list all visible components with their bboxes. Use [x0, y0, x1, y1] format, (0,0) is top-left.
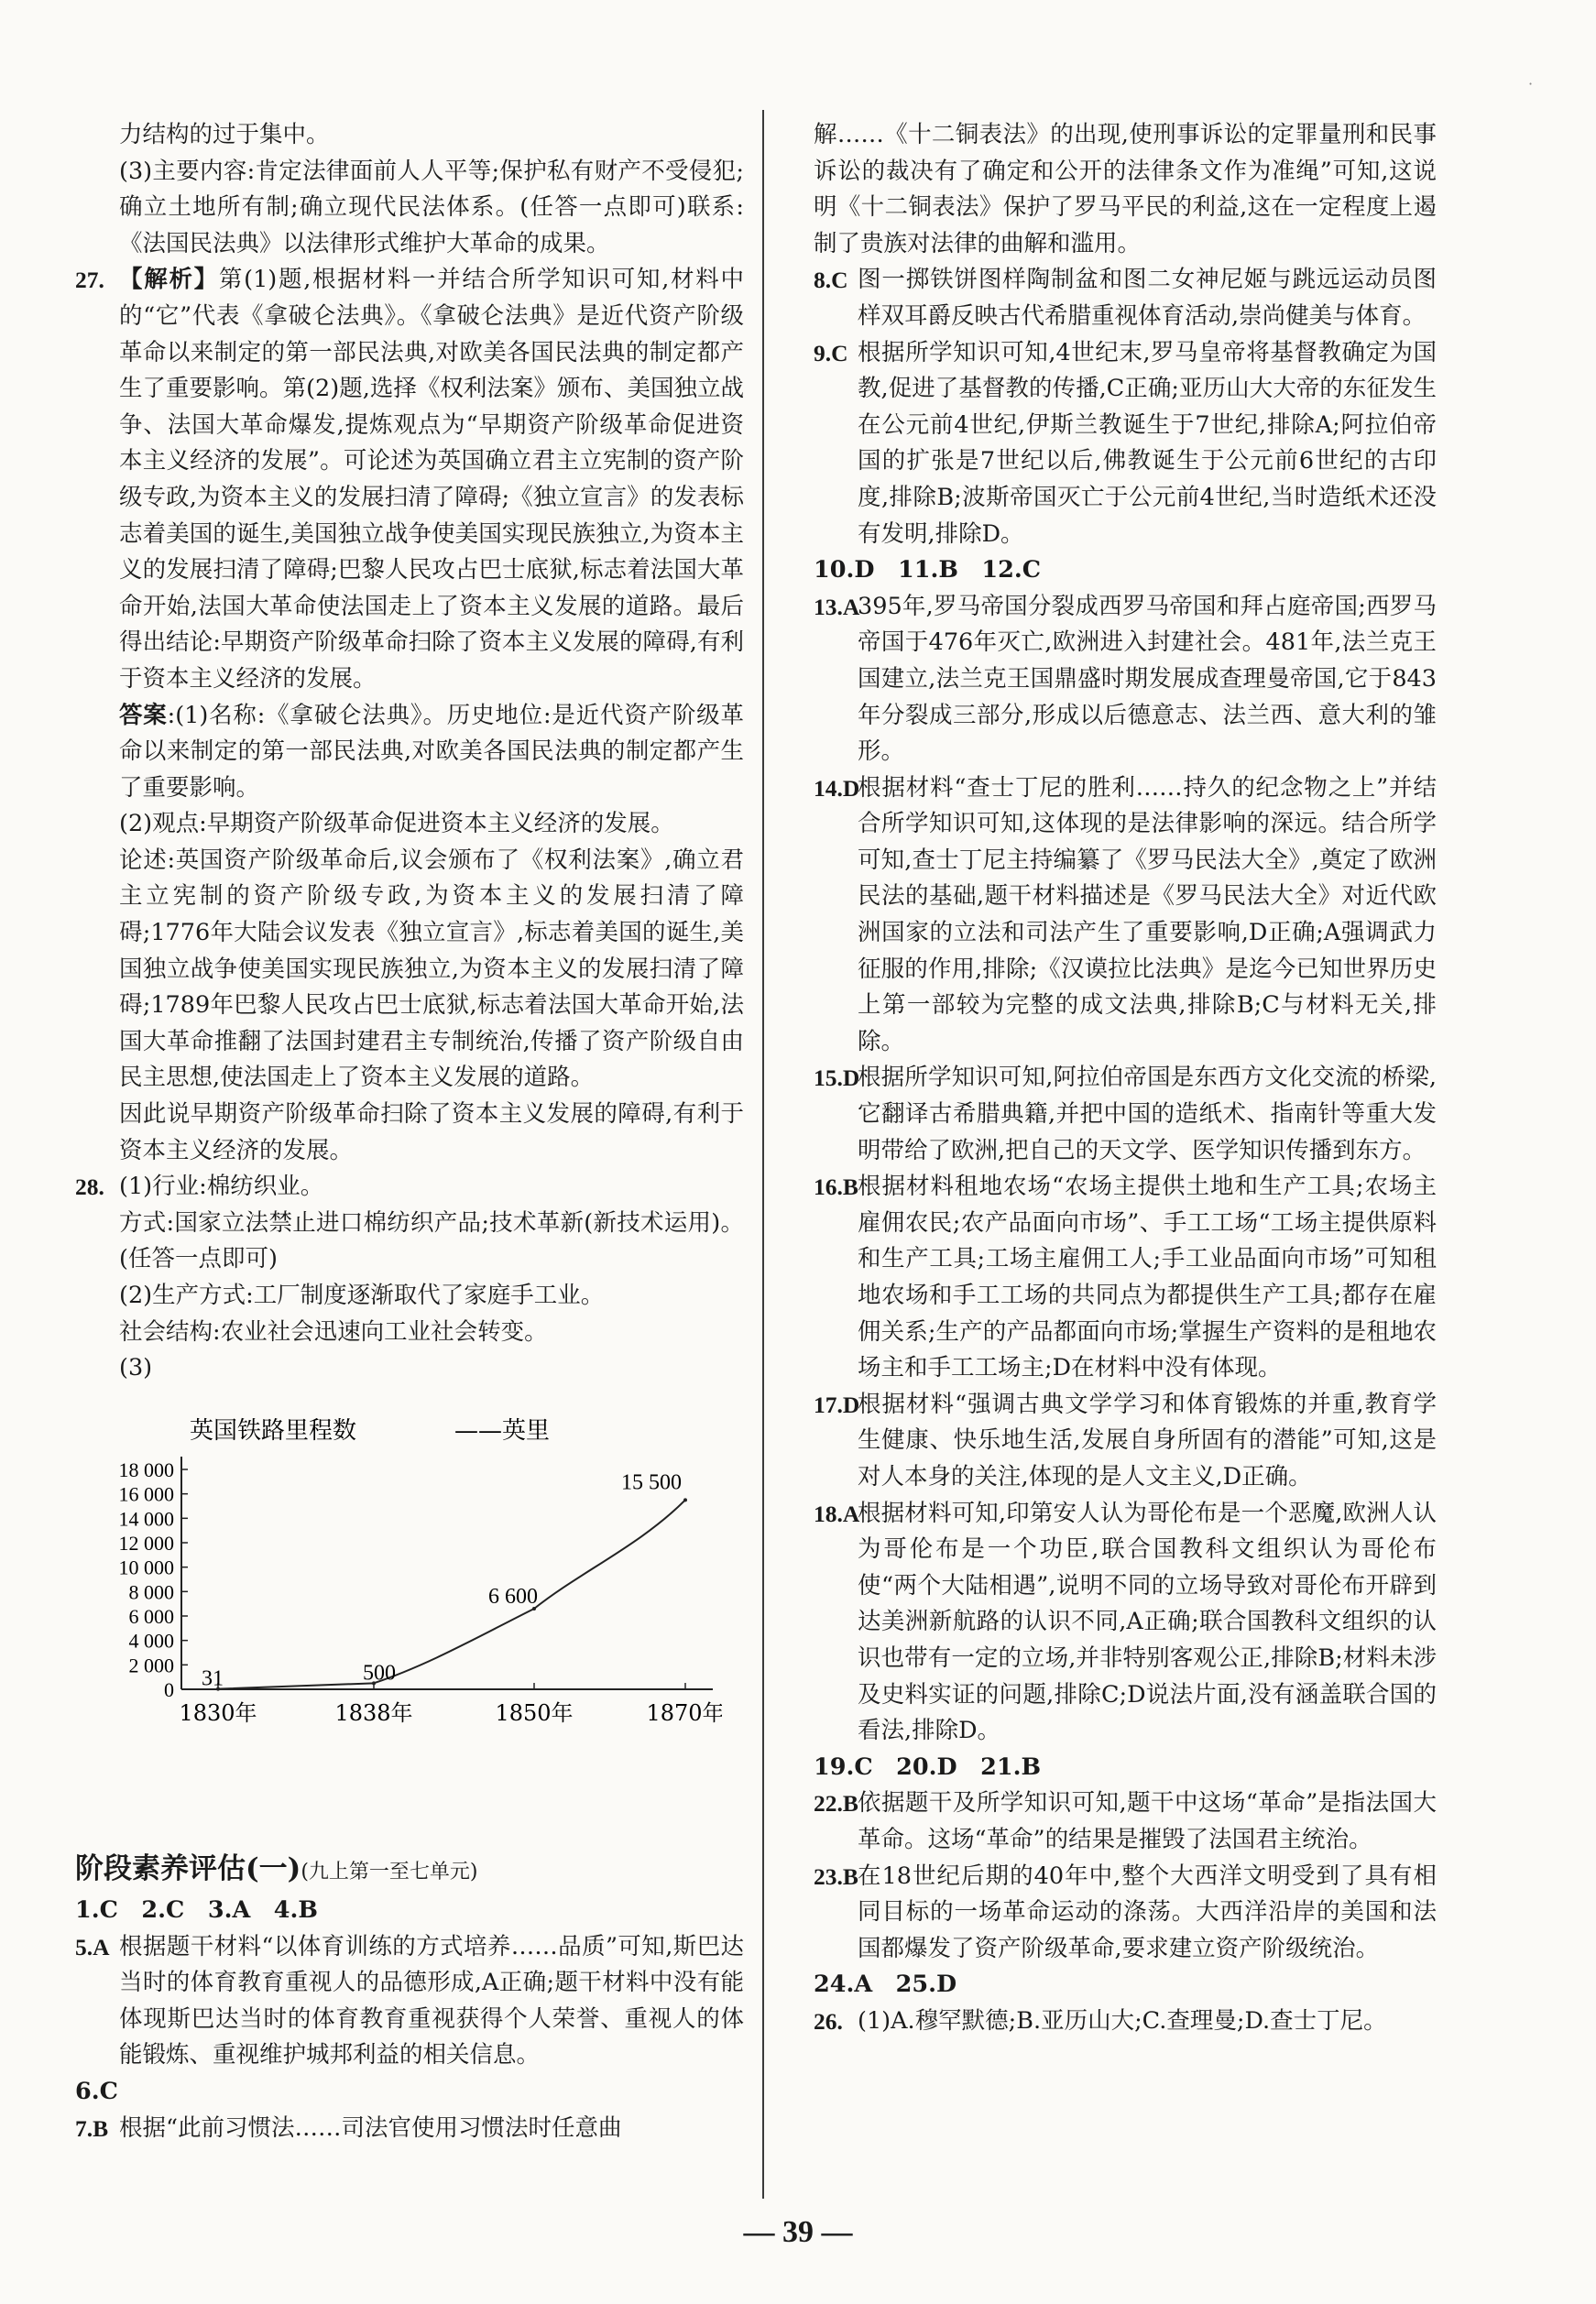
- answer-line: 1.C 2.C 3.A 4.B: [75, 1896, 318, 1924]
- question-number: 27.: [75, 267, 104, 294]
- left-column: [75, 117, 744, 1733]
- data-point: [683, 1498, 687, 1501]
- answer-text: 根据材料租地农场“农场主提供土地和生产工具;农场主雇佣农民;农产品面向市场”、手工工场“工场主提供原料和生产工具;工场主雇佣工人;手工业品面向市场”可知租地农场和手工工场的共同点为都提供生产工具;都存在雇佣关系;生产的产品都面向市场;掌握生产资料的是租地农场主和手工工场主;D在材料中没有体现。: [858, 1173, 1437, 1382]
- answer-text: 论述:英国资产阶级革命后,议会颁布了《权利法案》,确立君主立宪制的资产阶级专政,为资本主义的发展扫清了障碍;1776年大陆会议发表《独立宣言》,标志着美国的诞生,美国独立战争使美国实现民族独立,为资本主义的发展扫清了障碍;1789年巴黎人民攻占巴士底狱,标志着法国大革命开始,法国大革命推翻了法国封建君主专制统治,传播了资产阶级自由民主思想,使法国走上了资本主义发展的道路。: [119, 846, 744, 1092]
- section-answers: [75, 1893, 744, 2146]
- y-tick-label: 8 000: [128, 1580, 174, 1604]
- railway-chart: [81, 1394, 722, 1733]
- question-27: [75, 262, 744, 1169]
- data-label: 31: [202, 1666, 224, 1691]
- question-number: 22.B: [814, 1790, 858, 1818]
- answer-text: (2)生产方式:工厂制度逐渐取代了家庭手工业。: [119, 1282, 605, 1309]
- question-number: 15.D: [814, 1065, 860, 1092]
- question-number: 18.A: [814, 1500, 860, 1527]
- answer-text: 根据所学知识可知,阿拉伯帝国是东西方文化交流的桥梁,它翻译古希腊典籍,并把中国的造纸术、指南针等重大发明带给了欧洲,把自己的天文学、医学知识传播到东方。: [858, 1064, 1437, 1164]
- chart-title: 英国铁路里程数: [189, 1416, 357, 1445]
- question-8: [814, 262, 1437, 334]
- question-number: 17.D: [814, 1391, 860, 1418]
- analysis-tag: 【解析】: [119, 266, 219, 294]
- paragraph: 解……《十二铜表法》的出现,使刑事诉讼的定罪量刑和民事诉讼的裁决有了确定和公开的法律条文作为准绳”可知,这说明《十二铜表法》保护了罗马平民的利益,这在一定程度上遏制了贵族对法律的曲解和滥用。: [814, 121, 1437, 257]
- answer-line: 24.A 25.D: [814, 1971, 957, 1999]
- page-number: — 39 —: [743, 2215, 853, 2249]
- x-tick-label: 1850年: [495, 1699, 574, 1726]
- answer-text: (2)观点:早期资产阶级革命促进资本主义经济的发展。: [119, 810, 674, 838]
- y-tick-label: 12 000: [118, 1531, 174, 1555]
- question-22: [814, 1785, 1437, 1858]
- x-tick-label: 1870年: [646, 1699, 722, 1726]
- question-number: 14.D: [814, 774, 860, 802]
- x-tick-label: 1830年: [179, 1699, 257, 1726]
- paragraph: 力结构的过于集中。: [119, 121, 330, 148]
- data-label: 15 500: [621, 1470, 682, 1495]
- question-number: 8.C: [814, 267, 848, 294]
- y-tick-label: 2 000: [128, 1654, 174, 1677]
- question-23: [814, 1859, 1437, 1968]
- y-tick-label: 14 000: [118, 1507, 174, 1531]
- answer-text: 依据题干及所学知识可知,题干中这场“革命”是指法国大革命。这场“革命”的结果是摧毁了法国君主统治。: [858, 1789, 1437, 1853]
- answer-text: 根据所学知识可知,4世纪末,罗马皇帝将基督教确定为国教,促进了基督教的传播,C正确;亚历山大大帝的东征发生在公元前4世纪,伊斯兰教诞生于7世纪,排除A;阿拉伯帝国的扩张是7世纪以后,佛教诞生于公元前6世纪的古印度,排除B;波斯帝国灭亡于公元前4世纪,当时造纸术还没有发明,排除D。: [858, 338, 1437, 548]
- answer-text: :(1)名称:《拿破仑法典》。历史地位:是近代资产阶级革命以来制定的第一部民法典,对欧美各国民法典的制定都产生了重要影响。: [119, 701, 744, 802]
- answer-text: 根据“此前习惯法……司法官使用习惯法时任意曲: [119, 2113, 622, 2142]
- question-5: [75, 1929, 744, 2074]
- answer-text: (1)A.穆罕默德;B.亚历山大;C.查理曼;D.查士丁尼。: [858, 2006, 1387, 2035]
- answer-text: (3): [119, 1354, 153, 1382]
- answer-text: 社会结构:农业社会迅速向工业社会转变。: [119, 1317, 548, 1346]
- question-18: [814, 1496, 1437, 1750]
- section-title-sub: (九上第一至七单元): [301, 1861, 478, 1884]
- y-tick-label: 10 000: [118, 1556, 174, 1579]
- answer-text: 根据题干材料“以体育训练的方式培养……品质”可知,斯巴达当时的体育教育重视人的品德形成,A正确;题干材料中没有能体现斯巴达当时的体育教育重视获得个人荣誉、重视人的体能锻炼、重视维护城邦利益的相关信息。: [119, 1932, 744, 2069]
- y-tick-label: 18 000: [118, 1458, 174, 1481]
- question-number: 16.B: [814, 1174, 858, 1201]
- answer-line: 6.C: [75, 2077, 118, 2105]
- series-line: [218, 1500, 685, 1688]
- question-14: [814, 770, 1437, 1061]
- question-number: 26.: [814, 2007, 843, 2035]
- question-number: 23.B: [814, 1862, 858, 1890]
- section-block: [0, 1841, 751, 2146]
- answer-line: 10.D 11.B 12.C: [814, 556, 1042, 584]
- question-16: [814, 1169, 1437, 1387]
- question-number: 5.A: [75, 1933, 110, 1960]
- column-divider: [762, 110, 764, 2199]
- question-15: [814, 1060, 1437, 1169]
- answer-text: 因此说早期资产阶级革命扫除了资本主义发展的障碍,有利于资本主义经济的发展。: [119, 1100, 744, 1164]
- answer-text: 根据材料“查士丁尼的胜利……持久的纪念物之上”并结合所学知识可知,这体现的是法律影响的深远。结合所学可知,查士丁尼主持编纂了《罗马民法大全》,奠定了欧洲民法的基础,题干材料描述是《罗马民法大全》对近代欧洲国家的立法和司法产生了重要影响,D正确;A强调武力征服的作用,排除;《汉谟拉比法典》是迄今已知世界历史上第一部较为完整的成文法典,排除B;C与材料无关,排除。: [858, 773, 1437, 1055]
- y-tick-label: 4 000: [128, 1629, 174, 1653]
- data-label: 500: [363, 1661, 396, 1686]
- analysis-text: 第(1)题,根据材料一并结合所学知识可知,材料中的“它”代表《拿破仑法典》。《拿破仑法典》是近代资产阶级革命以来制定的第一部民法典,对欧美各国民法典的制定都产生了重要影响。第(2)题,选择《权利法案》颁布、美国独立战争、法国大革命爆发,提炼观点为“早期资产阶级革命促进资本主义经济的发展”。可论述为英国确立君主立宪制的资产阶级专政,为资本主义的发展扫清了障碍;《独立宣言》的发表标志着美国的诞生,美国独立战争使美国实现民族独立,为资本主义的发展扫清了障碍;巴黎人民攻占巴士底狱,标志着法国大革命开始,法国大革命使法国走上了资本主义发展的道路。最后得出结论:早期资产阶级革命扫除了资本主义发展的障碍,有利于资本主义经济的发展。: [119, 266, 744, 693]
- question-number: 9.C: [814, 339, 848, 366]
- question-9: [814, 335, 1437, 553]
- data-label: 6 600: [488, 1584, 538, 1609]
- question-28: [75, 1169, 744, 1387]
- section-title: [75, 1849, 751, 1893]
- x-tick-label: 1838年: [334, 1699, 413, 1726]
- y-tick-label: 6 000: [128, 1604, 174, 1628]
- y-tick-label: 0: [164, 1677, 174, 1701]
- paragraph: (3)主要内容:肯定法律面前人人平等;保护私有财产不受侵犯;确立土地所有制;确立现代民法体系。(任答一点即可)联系:《法国民法典》以法律形式维护大革命的成果。: [119, 157, 744, 257]
- answer-text: 在18世纪后期的40年中,整个大西洋文明受到了具有相同目标的一场革命运动的涤荡。大西洋沿岸的美国和法国都爆发了资产阶级革命,要求建立资产阶级统治。: [858, 1862, 1437, 1962]
- question-number: 7.B: [75, 2114, 109, 2142]
- answer-text: 图一掷铁饼图样陶制盆和图二女神尼姬与跳远运动员图样双耳爵反映古代希腊重视体育活动,崇尚健美与体育。: [858, 266, 1437, 330]
- section-title-main: 阶段素养评估(一): [75, 1852, 301, 1885]
- question-number: 13.A: [814, 593, 860, 620]
- question-13: [814, 589, 1437, 770]
- answer-text: 395年,罗马帝国分裂成西罗马帝国和拜占庭帝国;西罗马帝国于476年灭亡,欧洲进入封建社会。481年,法兰克王国建立,法兰克王国鼎盛时期发展成查理曼帝国,它于843年分裂成三部分,形成以后德意志、法兰西、意大利的雏形。: [858, 592, 1437, 766]
- question-17: [814, 1387, 1437, 1496]
- answer-line: 19.C 20.D 21.B: [814, 1753, 1042, 1781]
- answer-text: (1)行业:棉纺织业。: [119, 1173, 324, 1201]
- corner-mark: ·: [1528, 75, 1534, 93]
- answer-text: 方式:国家立法禁止进口棉纺织产品;技术革新(新技术运用)。(任答一点即可): [119, 1208, 744, 1273]
- answer-text: 根据材料“强调古典文学学习和体育锻炼的并重,教育学生健康、快乐地生活,发展自身所固有的潜能”可知,这是对人本身的关注,体现的是人文主义,D正确。: [858, 1390, 1437, 1491]
- answer-label: 答案: [119, 701, 168, 729]
- y-tick-label: 16 000: [118, 1482, 174, 1506]
- question-7: [75, 2111, 744, 2147]
- answer-text: 根据材料可知,印第安人认为哥伦布是一个恶魔,欧洲人认为哥伦布是一个功臣,联合国教科文组织认为哥伦布使“两个大陆相遇”,说明不同的立场导致对哥伦布开辟到达美洲新航路的认识不同,A正确;联合国教科文组织的认识也带有一定的立场,并非特别客观公正,排除B;材料未涉及史料实证的问题,排除C;D说法片面,没有涵盖联合国的看法,排除D。: [858, 1499, 1437, 1745]
- question-number: 28.: [75, 1174, 104, 1201]
- chart-legend: ——英里: [454, 1416, 551, 1445]
- question-26: [814, 2004, 1437, 2040]
- right-column: [814, 117, 1437, 2039]
